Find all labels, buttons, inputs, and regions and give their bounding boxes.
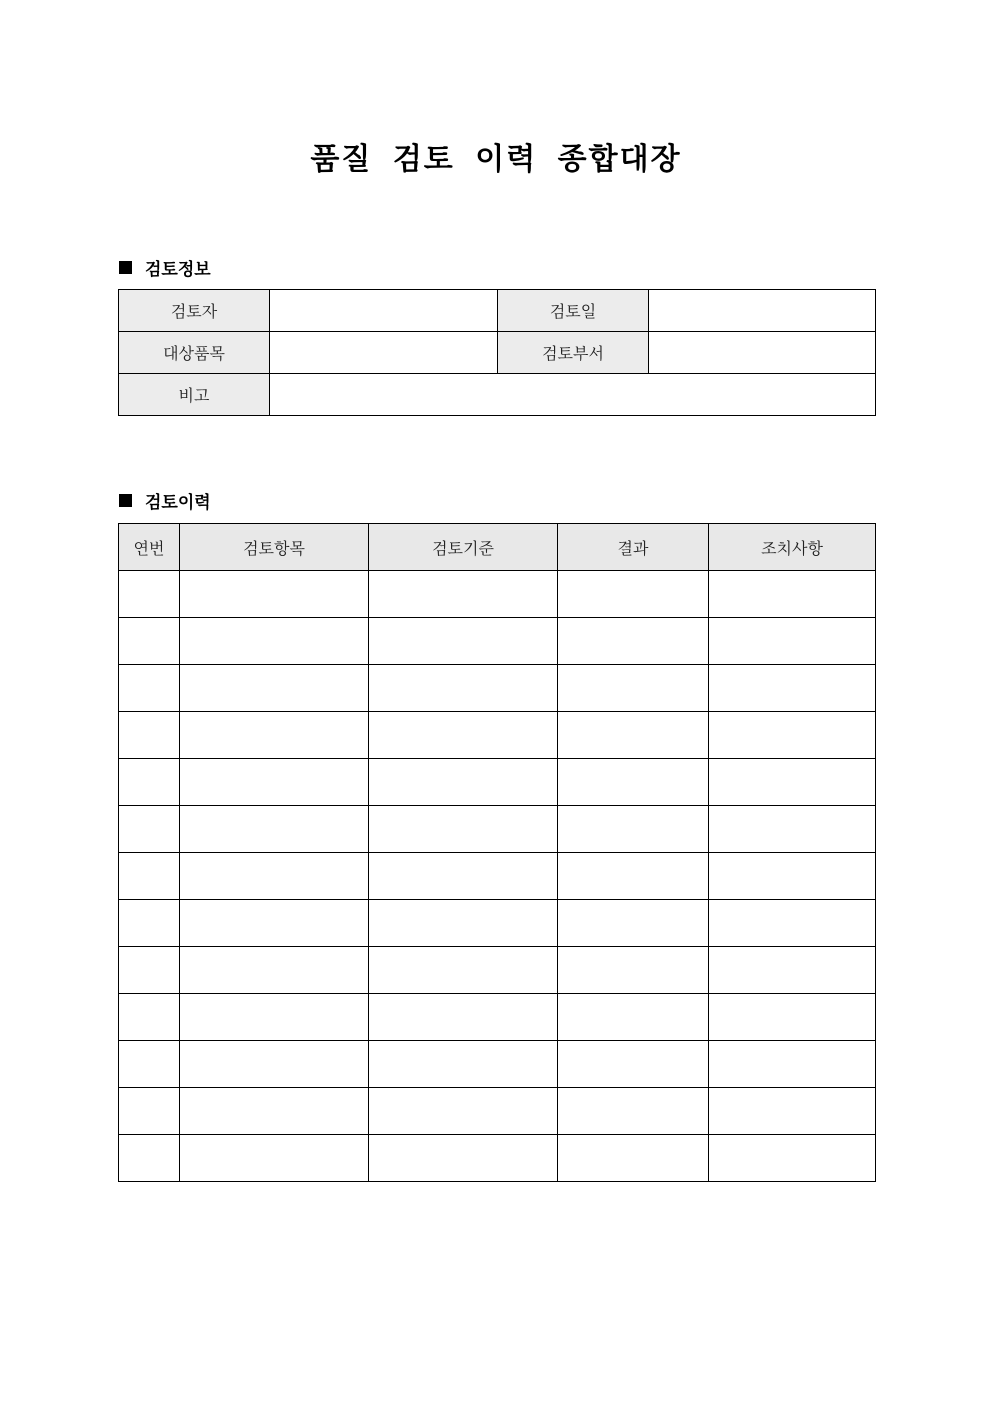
review-item-cell[interactable] (180, 994, 369, 1041)
review-item-cell[interactable] (180, 806, 369, 853)
review-item-cell[interactable] (180, 1041, 369, 1088)
review-criteria-cell[interactable] (369, 665, 558, 712)
result-cell[interactable] (558, 1088, 709, 1135)
result-cell[interactable] (558, 712, 709, 759)
action-cell[interactable] (709, 947, 876, 994)
remarks-label: 비고 (119, 374, 270, 416)
action-cell[interactable] (709, 806, 876, 853)
target-item-field[interactable] (270, 332, 498, 374)
column-header-result: 결과 (558, 524, 709, 571)
action-cell[interactable] (709, 618, 876, 665)
review-criteria-cell[interactable] (369, 571, 558, 618)
info-row-remarks (119, 374, 876, 416)
no-cell[interactable] (119, 806, 180, 853)
action-cell[interactable] (709, 571, 876, 618)
result-cell[interactable] (558, 759, 709, 806)
review-item-cell[interactable] (180, 759, 369, 806)
review-item-cell[interactable] (180, 853, 369, 900)
table-row (119, 900, 876, 947)
section-heading-review-history (119, 488, 211, 513)
review-item-cell[interactable] (180, 947, 369, 994)
section-heading-label: 검토이력 (145, 493, 211, 513)
action-cell[interactable] (709, 1041, 876, 1088)
table-row (119, 1135, 876, 1182)
action-cell[interactable] (709, 1088, 876, 1135)
table-row (119, 759, 876, 806)
column-header-review-item: 검토항목 (180, 524, 369, 571)
review-criteria-cell[interactable] (369, 1135, 558, 1182)
no-cell[interactable] (119, 994, 180, 1041)
review-item-cell[interactable] (180, 1135, 369, 1182)
column-header-no: 연번 (119, 524, 180, 571)
result-cell[interactable] (558, 665, 709, 712)
no-cell[interactable] (119, 1135, 180, 1182)
table-row (119, 853, 876, 900)
reviewer-label: 검토자 (119, 290, 270, 332)
document-title: 품질 검토 이력 종합대장 (310, 142, 682, 177)
table-row (119, 571, 876, 618)
table-row (119, 806, 876, 853)
review-history-table (118, 523, 876, 1182)
table-row (119, 1088, 876, 1135)
review-criteria-cell[interactable] (369, 947, 558, 994)
table-header-row (119, 524, 876, 571)
review-criteria-cell[interactable] (369, 1088, 558, 1135)
review-criteria-cell[interactable] (369, 759, 558, 806)
no-cell[interactable] (119, 665, 180, 712)
action-cell[interactable] (709, 1135, 876, 1182)
no-cell[interactable] (119, 853, 180, 900)
info-row-reviewer (119, 290, 876, 332)
review-criteria-cell[interactable] (369, 994, 558, 1041)
target-item-label: 대상품목 (119, 332, 270, 374)
review-item-cell[interactable] (180, 1088, 369, 1135)
table-row (119, 618, 876, 665)
table-row (119, 665, 876, 712)
review-item-cell[interactable] (180, 665, 369, 712)
review-item-cell[interactable] (180, 900, 369, 947)
no-cell[interactable] (119, 759, 180, 806)
result-cell[interactable] (558, 1041, 709, 1088)
action-cell[interactable] (709, 712, 876, 759)
no-cell[interactable] (119, 900, 180, 947)
table-row (119, 947, 876, 994)
review-criteria-cell[interactable] (369, 806, 558, 853)
info-row-target (119, 332, 876, 374)
history-table-body (119, 571, 876, 1182)
review-date-label: 검토일 (498, 290, 649, 332)
column-header-action: 조치사항 (709, 524, 876, 571)
table-row (119, 1041, 876, 1088)
action-cell[interactable] (709, 900, 876, 947)
action-cell[interactable] (709, 759, 876, 806)
action-cell[interactable] (709, 665, 876, 712)
table-row (119, 994, 876, 1041)
review-criteria-cell[interactable] (369, 1041, 558, 1088)
review-criteria-cell[interactable] (369, 853, 558, 900)
review-criteria-cell[interactable] (369, 900, 558, 947)
result-cell[interactable] (558, 900, 709, 947)
review-item-cell[interactable] (180, 618, 369, 665)
review-item-cell[interactable] (180, 712, 369, 759)
section-heading-review-info (119, 255, 211, 280)
review-dept-label: 검토부서 (498, 332, 649, 374)
no-cell[interactable] (119, 1041, 180, 1088)
result-cell[interactable] (558, 947, 709, 994)
review-criteria-cell[interactable] (369, 618, 558, 665)
no-cell[interactable] (119, 618, 180, 665)
result-cell[interactable] (558, 806, 709, 853)
column-header-review-criteria: 검토기준 (369, 524, 558, 571)
result-cell[interactable] (558, 994, 709, 1041)
review-criteria-cell[interactable] (369, 712, 558, 759)
review-item-cell[interactable] (180, 571, 369, 618)
section-heading-label: 검토정보 (145, 260, 211, 280)
result-cell[interactable] (558, 853, 709, 900)
square-bullet-icon (119, 261, 132, 274)
remarks-field[interactable] (270, 374, 876, 416)
action-cell[interactable] (709, 853, 876, 900)
no-cell[interactable] (119, 712, 180, 759)
review-dept-field[interactable] (649, 332, 876, 374)
table-row (119, 712, 876, 759)
square-bullet-icon (119, 494, 132, 507)
result-cell[interactable] (558, 618, 709, 665)
review-date-field[interactable] (649, 290, 876, 332)
reviewer-field[interactable] (270, 290, 498, 332)
no-cell[interactable] (119, 1088, 180, 1135)
review-info-table (118, 289, 876, 416)
action-cell[interactable] (709, 994, 876, 1041)
result-cell[interactable] (558, 1135, 709, 1182)
no-cell[interactable] (119, 947, 180, 994)
result-cell[interactable] (558, 571, 709, 618)
no-cell[interactable] (119, 571, 180, 618)
